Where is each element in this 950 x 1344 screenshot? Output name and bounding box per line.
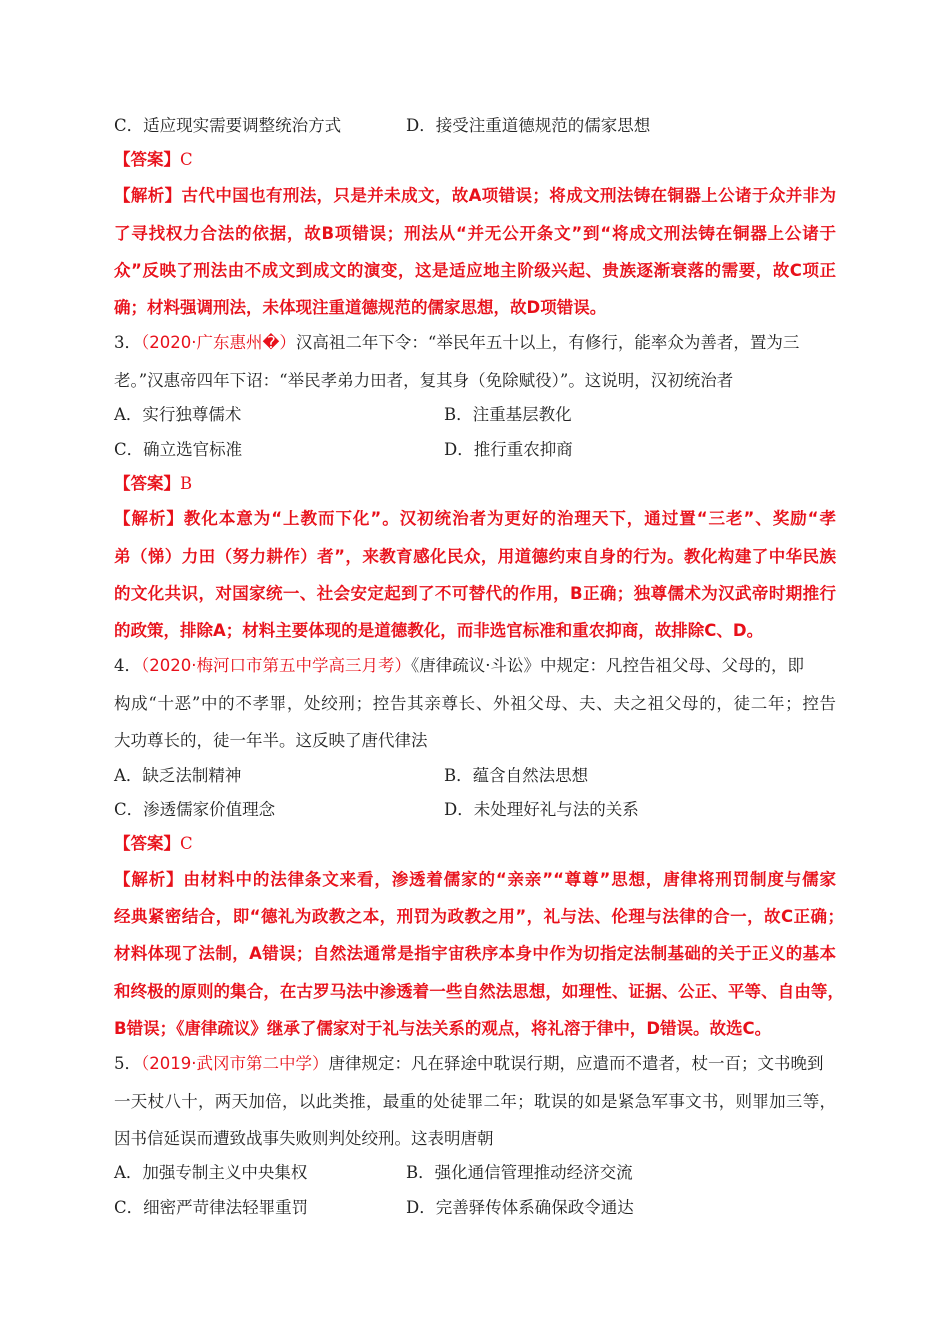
- q3-analysis-line: 弟（悌）力田（努力耕作）者”，来教育感化民众，用道德约束自身的行为。教化构建了中华民族: [114, 547, 836, 566]
- q5-stem-line: 一天杖八十，两天加倍，以此类推，最重的处徒罪二年；耽误的如是紧急军事文书，则罪加三等，: [114, 1092, 836, 1111]
- question-source: （2020·梅河口市第五中学高三月考）: [141, 656, 411, 675]
- q3-stem-line: [114, 332, 836, 354]
- q4-analysis-line: 【解析】由材料中的法律条文来看，渗透着儒家的“亲亲”“尊尊”思想，唐律将刑罚制度与儒家: [114, 870, 836, 889]
- q4-stem-line: 构成“十恶”中的不孝罪，处绞刑；控告其亲尊长、外祖父母、夫、夫之祖父母的，徒二年；控告: [114, 694, 836, 713]
- stem-text: 《唐律疏议·斗讼》中规定：凡控告祖父母、父母的，即: [411, 656, 804, 675]
- q3-option-d: D．推行重农抑商: [444, 440, 573, 459]
- q2-analysis-line: 众”反映了刑法由不成文到成文的演变，这是适应地主阶级兴起、贵族逐渐衰落的需要，故C项正: [114, 261, 836, 280]
- q2-analysis-line: 【解析】古代中国也有刑法，只是并未成文，故A项错误；将成文刑法铸在铜器上公诸于众并非为: [114, 186, 836, 205]
- q4-option-c: C．渗透儒家价值理念: [114, 800, 276, 819]
- q4-analysis-line: 材料体现了法制，A错误；自然法通常是指宇宙秩序本身中作为切指定法制基础的关于正义的基本: [114, 944, 836, 963]
- q3-stem-line: 老。”汉惠帝四年下诏：“举民孝弟力田者，复其身（免除赋役）”。这说明，汉初统治者: [114, 371, 734, 390]
- question-number: 3．: [114, 333, 141, 352]
- q2-option-c: C．适应现实需要调整统治方式: [114, 116, 342, 135]
- answer-label: 【答案】: [114, 150, 180, 169]
- q4-answer: [114, 833, 836, 855]
- answer-value: C: [180, 834, 193, 853]
- q4-option-a: A．缺乏法制精神: [114, 766, 242, 785]
- q4-option-d: D．未处理好礼与法的关系: [444, 800, 639, 819]
- question-source: （2019·武冈市第二中学）: [141, 1054, 329, 1073]
- q3-analysis-line: 的文化共识，对国家统一、社会安定起到了不可替代的作用，B正确；独尊儒术为汉武帝时期推行: [114, 584, 836, 603]
- q4-analysis-line: B错误；《唐律疏议》继承了儒家对于礼与法关系的观点，将礼溶于律中，D错误。故选C。: [114, 1019, 772, 1038]
- q5-stem-line: 因书信延误而遭致战事失败则判处绞刑。这表明唐朝: [114, 1129, 494, 1148]
- q3-option-c: C．确立选官标准: [114, 440, 243, 459]
- answer-value: C: [180, 150, 193, 169]
- q4-stem-line: [114, 655, 836, 677]
- q4-analysis-line: 经典紧密结合，即“德礼为政教之本，刑罚为政教之用”，礼与法、伦理与法律的合一，故C正确；: [114, 907, 844, 926]
- answer-value: B: [180, 474, 193, 493]
- stem-text: 汉高祖二年下令：“举民年五十以上，有修行，能率众为善者，置为三: [295, 333, 800, 352]
- q5-option-b: B．强化通信管理推动经济交流: [406, 1163, 633, 1182]
- q2-option-d: D．接受注重道德规范的儒家思想: [406, 116, 651, 135]
- q3-analysis-line: 【解析】教化本意为“上教而下化”。汉初统治者为更好的治理天下，通过置“三老”、奖励“孝: [114, 509, 836, 528]
- q4-stem-line: 大功尊长的，徒一年半。这反映了唐代律法: [114, 731, 428, 750]
- question-number: 4．: [114, 656, 141, 675]
- answer-label: 【答案】: [114, 474, 180, 493]
- q4-analysis-line: 和终极的原则的集合，在古罗马法中渗透着一些自然法思想，如理性、证据、公正、平等、自由等，: [114, 982, 844, 1001]
- q5-option-c: C．细密严苛律法轻罪重罚: [114, 1198, 309, 1217]
- stem-text: 唐律规定：凡在驿途中耽误行期，应遣而不遣者，杖一百；文书晚到: [328, 1054, 824, 1073]
- q5-stem-line: [114, 1053, 836, 1075]
- q3-answer: [114, 473, 836, 495]
- q5-option-a: A．加强专制主义中央集权: [114, 1163, 308, 1182]
- q3-option-b: B．注重基层教化: [444, 405, 572, 424]
- q4-option-b: B．蕴含自然法思想: [444, 766, 589, 785]
- question-source: （2020·广东惠州�）: [141, 333, 296, 352]
- question-number: 5．: [114, 1054, 141, 1073]
- q2-answer: [114, 149, 836, 171]
- answer-label: 【答案】: [114, 834, 180, 853]
- q3-analysis-line: 的政策，排除A；材料主要体现的是道德教化，而非选官标准和重农抑商，故排除C、D。: [114, 621, 764, 640]
- q3-option-a: A．实行独尊儒术: [114, 405, 242, 424]
- q2-analysis-line: 了寻找权力合法的依据，故B项错误；刑法从“并无公开条文”到“将成文刑法铸在铜器上公诸于: [114, 224, 836, 243]
- q2-analysis-line: 确；材料强调刑法，未体现注重道德规范的儒家思想，故D项错误。: [114, 298, 607, 317]
- q5-option-d: D．完善驿传体系确保政令通达: [406, 1198, 634, 1217]
